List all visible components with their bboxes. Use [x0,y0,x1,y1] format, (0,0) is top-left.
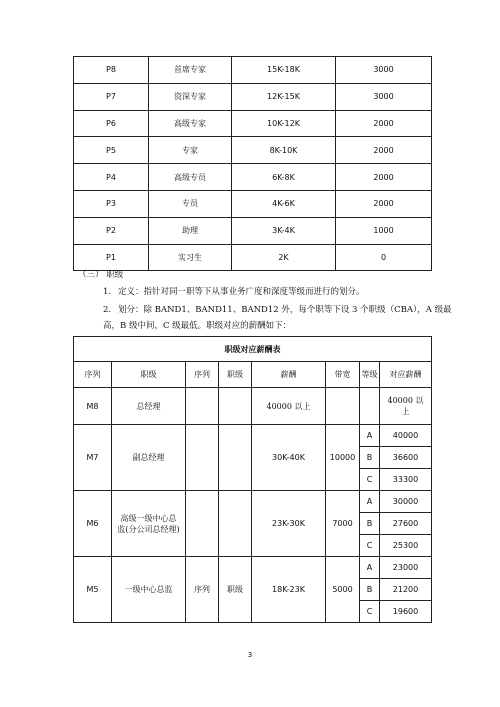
band-title-line2: 监(分公司总经理) [117,524,180,534]
p-level-table [73,56,432,271]
table-row [74,57,432,84]
level-code-cell: P7 [74,83,149,110]
level-title-cell: 专员 [149,190,232,217]
level-grade: B [360,579,380,601]
band-pay: 18K-23K [252,557,326,623]
table-row [74,164,432,191]
table-row [74,217,432,244]
level-title-cell: 资深专家 [149,83,232,110]
band-code: M6 [74,491,112,557]
table-row [74,491,432,513]
salary-range-cell: 4K-6K [232,190,336,217]
band-code: M5 [74,557,112,623]
band-width-cell: 2000 [336,164,432,191]
definition-text: 定义：指针对同一职等下从事业务广度和深度等级而进行的划分。 [118,287,365,297]
table-row [74,190,432,217]
band-width-cell: 3000 [336,83,432,110]
salary-range-cell: 10K-12K [232,110,336,137]
band-width: 10000 [326,425,360,491]
empty-cell [186,388,219,425]
level-title-cell: 助理 [149,217,232,244]
salary-range-cell: 12K-15K [232,83,336,110]
level-title-cell: 专家 [149,137,232,164]
salary-range-cell: 2K [232,244,336,271]
salary-range-cell: 15K-18K [232,57,336,84]
header-cell: 带宽 [326,362,360,388]
band-pay: 40000 以上 [252,388,326,425]
band-pay: 30K-40K [252,425,326,491]
header-cell: 薪酬 [252,362,326,388]
level-code-cell: P5 [74,137,149,164]
table-row [74,83,432,110]
table-row [74,137,432,164]
salary-range-cell: 6K-8K [232,164,336,191]
level-grade: A [360,557,380,579]
division-text-line2: 高，B 级中间，C 级最低。职级对应的薪酬如下： [103,321,292,331]
table-row [74,110,432,137]
header-row [74,362,432,388]
level-grade: C [360,469,380,491]
level-grade: C [360,535,380,557]
band-title: 总经理 [112,388,186,425]
division-paragraph [103,302,452,334]
band-width-cell: 2000 [336,137,432,164]
rank-cell: 职级 [219,557,252,623]
band-width-cell: 2000 [336,110,432,137]
band-code: M8 [74,388,112,425]
level-pay: 25300 [380,535,432,557]
salary-range-cell: 8K-10K [232,137,336,164]
level-code-cell: P3 [74,190,149,217]
level-pay: 23000 [380,557,432,579]
empty-cell [219,388,252,425]
level-pay: 19600 [380,601,432,623]
table-row [74,425,432,447]
header-cell: 序列 [74,362,112,388]
level-title-cell: 首席专家 [149,57,232,84]
band-code: M7 [74,425,112,491]
level-code-cell: P8 [74,57,149,84]
table-row [74,244,432,271]
header-cell: 等级 [360,362,380,388]
empty-cell [360,388,380,425]
band-width-cell: 1000 [336,217,432,244]
list-number: 2. [103,305,112,315]
division-text-line1: 划分：除 BAND1、BAND11、BAND12 外，每个职等下设 3 个职级（CBA），A 级最 [118,305,452,315]
table-row [74,557,432,579]
band-title: 副总经理 [112,425,186,491]
empty-cell [326,388,360,425]
empty-cell [219,491,252,557]
list-number: 1. [103,287,112,297]
band-title [112,491,186,557]
table-row [74,388,432,425]
level-code-cell: P2 [74,217,149,244]
band-width-cell: 2000 [336,190,432,217]
level-title-cell: 实习生 [149,244,232,271]
definition-paragraph [103,284,365,300]
header-cell: 序列 [186,362,219,388]
level-pay: 40000 以 上 [380,388,432,425]
page-number: 3 [247,651,253,659]
empty-cell [186,425,219,491]
level-grade: A [360,491,380,513]
level-title-cell: 高级专家 [149,110,232,137]
sequence-cell: 序列 [186,557,219,623]
level-pay: 27600 [380,513,432,535]
level-grade: C [360,601,380,623]
level-code-cell: P1 [74,244,149,271]
band-salary-table [73,336,432,623]
empty-cell [186,491,219,557]
level-code-cell: P4 [74,164,149,191]
header-cell: 职级 [219,362,252,388]
salary-range-cell: 3K-4K [232,217,336,244]
level-grade: B [360,513,380,535]
band-title-line1: 高级一级中心总 [120,513,177,523]
level-code-cell: P6 [74,110,149,137]
level-pay: 33300 [380,469,432,491]
section-heading: （三） 职级 [78,270,124,280]
band-width-cell: 0 [336,244,432,271]
level-pay: 30000 [380,491,432,513]
level-pay: 40000 [380,425,432,447]
level-pay: 21200 [380,579,432,601]
level-grade: A [360,425,380,447]
band-width-cell: 3000 [336,57,432,84]
header-cell: 职级 [112,362,186,388]
band-pay: 23K-30K [252,491,326,557]
band-title: 一级中心总监 [112,557,186,623]
table-title: 职级对应薪酬表 [74,337,432,362]
band-width: 5000 [326,557,360,623]
empty-cell [219,425,252,491]
band-width: 7000 [326,491,360,557]
level-title-cell: 高级专员 [149,164,232,191]
level-grade: B [360,447,380,469]
header-cell: 对应薪酬 [380,362,432,388]
level-pay: 36600 [380,447,432,469]
